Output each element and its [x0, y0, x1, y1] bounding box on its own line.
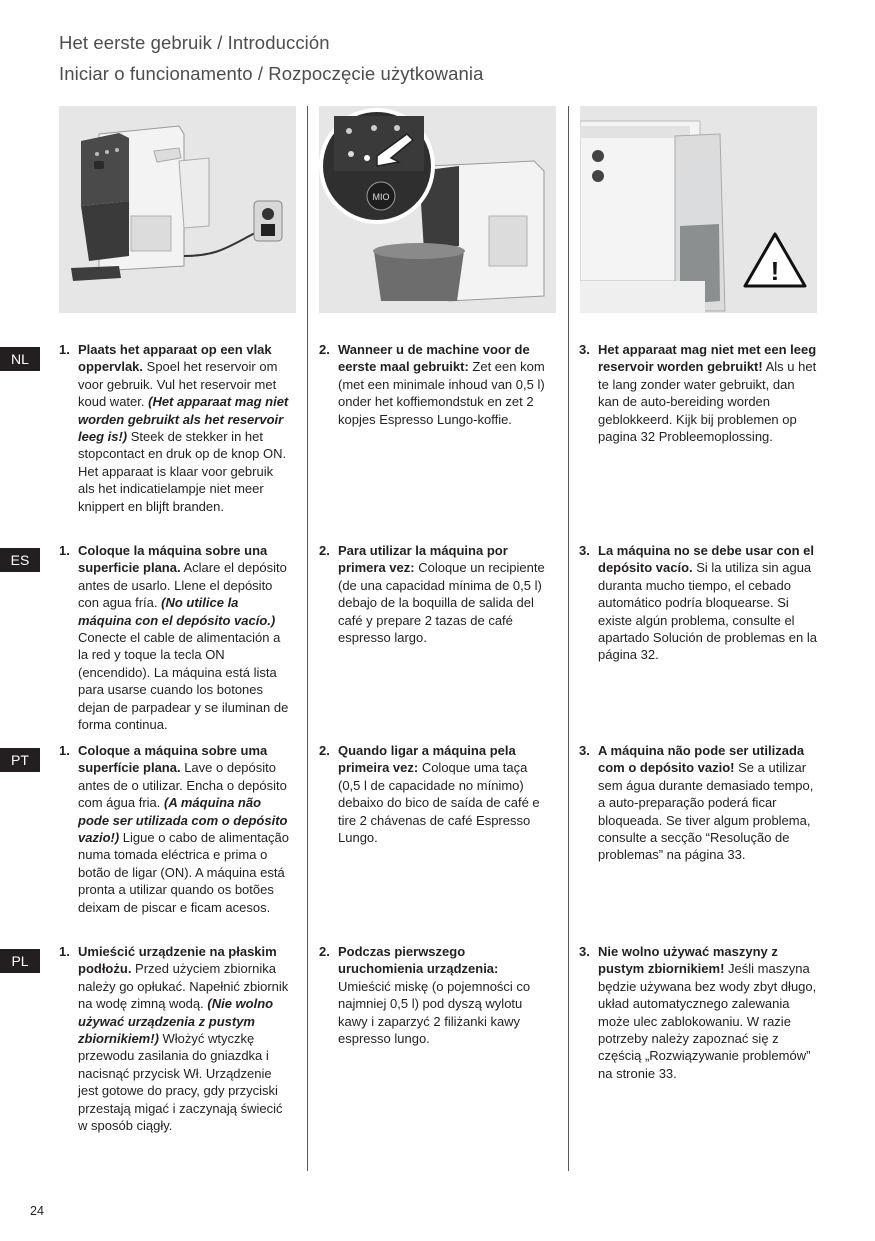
step-text — [338, 341, 551, 428]
step-text — [338, 542, 551, 646]
step-body-text: Conecte el cable de alimentación a la red y toque la tecla ON (encendido). La máquina está lista para usarse cuando los botones dejan de parpadear y se iluminan de forma continua. — [78, 630, 289, 733]
step-warning: (Het apparaat mag niet worden gebruikt als het reservoir leeg is!) — [78, 394, 289, 445]
step-number: 1. — [59, 944, 70, 959]
step-text — [78, 542, 291, 733]
page-title-line-1: Het eerste gebruik / Introducción — [59, 32, 330, 53]
step-body-text: Als u het te lang zonder water gebruikt, dan kan de auto-bereiding worden geblokkeerd. Kijk bij problemen op pagina 32 Probleemoplossing. — [598, 359, 817, 445]
step-text — [78, 742, 291, 916]
step-heading: La máquina no se debe usar con el depósito vacío. — [598, 543, 815, 576]
step-nl-3 — [579, 341, 819, 445]
lang-tab-nl: NL — [0, 347, 40, 371]
step-number: 2. — [319, 944, 330, 959]
step-body-text: Przed użyciem zbiornika należy go opłukać. Napełnić zbiornik na wodę zimną wodą. — [78, 961, 289, 1012]
step-body-text: Jeśli maszyna będzie używana bez wody zbyt długo, układ automatycznego zalewania może ulec zablokowaniu. W razie potrzeby należy zapoznać się z częścią „Rozwiązywanie problemów” na stronie 33. — [598, 961, 817, 1081]
step-body-text: Aclare el depósito antes de usarlo. Llene el depósito con agua fría. — [78, 560, 287, 611]
lang-tab-pt: PT — [0, 748, 40, 772]
step-number: 2. — [319, 543, 330, 558]
brand-logo-text: MIO — [372, 192, 390, 202]
column-divider-1 — [307, 106, 308, 1171]
step-es-1 — [59, 542, 291, 733]
step-pl-1 — [59, 943, 291, 1134]
step-text — [338, 943, 551, 1047]
step-body-text: Coloque un recipiente (de una capacidad mínima de 0,5 l) debajo de la boquilla de salida del café y prepare 2 tazas de café espresso largo. — [338, 560, 545, 646]
step-pt-1 — [59, 742, 291, 916]
step-heading: Para utilizar la máquina por primera vez: — [338, 543, 508, 576]
step-heading: Wanneer u de machine voor de eerste maal gebruikt: — [338, 342, 530, 375]
step-heading: Quando ligar a máquina pela primeira vez: — [338, 743, 516, 776]
step-heading: Podczas pierwszego uruchomienia urządzenia: — [338, 944, 499, 977]
step-body-text: Lave o depósito antes de o utilizar. Encha o depósito com água fria. — [78, 760, 287, 811]
step-heading: Umieścić urządzenie na płaskim podłożu. — [78, 944, 277, 977]
step-pl-2 — [319, 943, 551, 1047]
step-heading: Coloque a máquina sobre uma superfície plana. — [78, 743, 268, 776]
step-es-3 — [579, 542, 819, 664]
step-body-text: Spoel het reservoir om voor gebruik. Vul het reservoir met koud water. — [78, 359, 278, 410]
step-text — [78, 943, 291, 1134]
step-text — [598, 742, 819, 864]
step-pt-2 — [319, 742, 551, 846]
coffee-machine-with-cup-image — [319, 106, 556, 313]
step-pl-3 — [579, 943, 819, 1082]
step-number: 3. — [579, 543, 590, 558]
step-warning: (Nie wolno używać urządzenia z pustym zbiornikiem!) — [78, 996, 274, 1047]
step-body-text: Włożyć wtyczkę przewodu zasilania do gniazdka i nacisnąć przycisk Wł. Urządzenie jest gotowe do pracy, gdy przyciski przestają migać i zaczynają świecić w sposób ciągły. — [78, 1031, 283, 1134]
step-body-text: Se a utilizar sem água durante demasiado tempo, a auto-preparação poderá ficar bloqueada. Se tiver algum problema, consulte a secção “Resolução de problemas” na página 33. — [598, 760, 814, 863]
step-number: 1. — [59, 543, 70, 558]
step-heading: Nie wolno używać maszyny z pustym zbiornikiem! — [598, 944, 778, 977]
step-number: 3. — [579, 743, 590, 758]
step-pt-3 — [579, 742, 819, 864]
step-heading: Coloque la máquina sobre una superficie plana. — [78, 543, 268, 576]
step-number: 2. — [319, 342, 330, 357]
step-body-text: Si la utiliza sin agua duranta mucho tiempo, el cebado automático podría bloquearse. Si existe algún problema, consulte el apartado Solución de problemas en la página 32. — [598, 560, 817, 663]
step-number: 2. — [319, 743, 330, 758]
step-body-text: Coloque uma taça (0,5 l de capacidade no mínimo) debaixo do bico de saída de café e tire 2 chávenas de café Espresso Lungo. — [338, 760, 540, 846]
step-heading: Het apparaat mag niet met een leeg reservoir worden gebruikt! — [598, 342, 817, 375]
step-number: 1. — [59, 342, 70, 357]
step-text — [338, 742, 551, 846]
page-title-line-2: Iniciar o funcionamento / Rozpoczęcie użytkowania — [59, 63, 484, 84]
step-body-text: Ligue o cabo de alimentação numa tomada eléctrica e prima o botão de ligar (ON). A máquina está pronta a utilizar quando os botões deixam de piscar e ficam acesos. — [78, 830, 290, 915]
step-es-2 — [319, 542, 551, 646]
column-divider-2 — [568, 106, 569, 1171]
step-nl-1 — [59, 341, 291, 515]
step-number: 3. — [579, 342, 590, 357]
step-text — [598, 943, 819, 1082]
step-text — [598, 341, 819, 445]
step-warning: (A máquina não pode ser utilizada com o depósito vazio!) — [78, 795, 288, 846]
page-number: 24 — [30, 1204, 44, 1218]
step-nl-2 — [319, 341, 551, 428]
lang-tab-pl: PL — [0, 949, 40, 973]
step-warning: (No utilice la máquina con el depósito vacío.) — [78, 595, 276, 628]
warning-icon: ! — [770, 256, 780, 286]
water-reservoir-warning-image — [580, 106, 817, 313]
step-body-text: Zet een kom (met een minimale inhoud van 0,5 l) onder het koffiemondstuk en zet 2 kopjes Espresso Lungo-koffie. — [338, 359, 545, 427]
step-number: 1. — [59, 743, 70, 758]
step-number: 3. — [579, 944, 590, 959]
step-heading: Plaats het apparaat op een vlak oppervlak. — [78, 342, 272, 375]
step-heading: A máquina não pode ser utilizada com o depósito vazio! — [598, 743, 805, 776]
step-body-text: Umieścić miskę (o pojemności co najmniej 0,5 l) pod dyszą wylotu kawy i zaparzyć 2 filiżanki kawy espresso lungo. — [338, 978, 531, 1047]
coffee-machine-plugged-in-image — [59, 106, 296, 313]
step-body-text: Steek de stekker in het stopcontact en druk op de knop ON. Het apparaat is klaar voor gebruik als het indicatielampje niet meer knippert en blijft branden. — [78, 429, 287, 514]
step-text — [78, 341, 291, 515]
lang-tab-es: ES — [0, 548, 40, 572]
step-text — [598, 542, 819, 664]
